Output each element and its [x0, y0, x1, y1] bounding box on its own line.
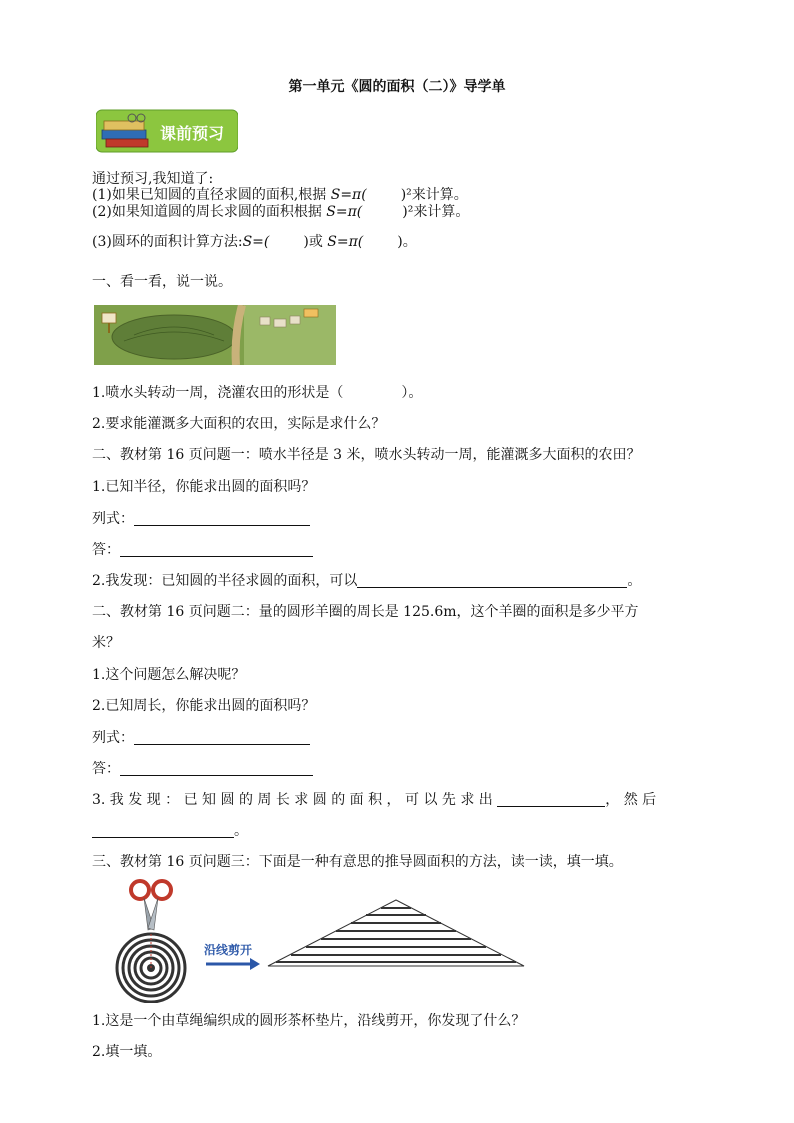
formula-blank[interactable]: [134, 511, 310, 526]
section-3-q3-text: 3. 我 发 现 ： 已 知 圆 的 周 长 求 圆 的 面 积 ， 可 以 先 求 出: [92, 792, 493, 808]
preview-item-2: [92, 203, 469, 221]
section-4-q1: 1.这是一个由草绳编织成的圆形茶杯垫片，沿线剪开，你发现了什么？: [92, 1013, 526, 1029]
then-blank[interactable]: [92, 823, 234, 838]
section-3-q2: 2.已知周长，你能求出圆的面积吗？: [92, 698, 316, 714]
preview-item-3-end: )。: [397, 234, 417, 250]
preview-badge: [96, 108, 238, 154]
preview-item-1-end: )²来计算。: [400, 187, 468, 203]
section-3-answer-row: [92, 760, 313, 778]
section-2-q2: [92, 572, 641, 590]
preview-item-2-end: )²来计算。: [402, 204, 470, 220]
section-1-q1-text: 1.喷水头转动一周，浇灌农田的形状是（: [92, 385, 344, 401]
section-3-q1: 1.这个问题怎么解决呢？: [92, 667, 246, 683]
discovery-blank[interactable]: [357, 573, 627, 588]
section-3-q3-then: ， 然 后: [605, 792, 657, 808]
coaster-cut-illustration: [110, 878, 530, 1003]
section-3-formula-row: [92, 729, 310, 747]
answer-label: 答：: [92, 542, 120, 558]
answer-blank[interactable]: [120, 542, 313, 557]
answer-label: 答：: [92, 761, 120, 777]
section-2-answer-row: [92, 541, 313, 559]
page-title: 第一单元《圆的面积（二）》导学单: [288, 79, 506, 95]
arrow-label: 沿线剪开: [204, 943, 253, 957]
farmland-illustration: [94, 305, 336, 365]
section-3-q3-line-1: [92, 791, 656, 809]
section-1-heading: 一、看一看，说一说。: [92, 274, 232, 290]
formula-circumference: S=π(: [326, 204, 363, 220]
section-3-q3-end: 。: [234, 823, 248, 839]
formula-ring-pi: S=π(: [327, 234, 364, 250]
arrow-right-icon: [206, 958, 260, 970]
formula-label: 列式：: [92, 730, 134, 746]
badge-label: 课前预习: [160, 124, 225, 143]
preview-item-1-text: (1)如果已知圆的直径求圆的面积,根据: [92, 187, 331, 203]
formula-blank[interactable]: [134, 730, 310, 745]
preview-intro: 通过预习,我知道了:: [92, 171, 214, 187]
section-2-q2-end: 。: [627, 573, 642, 589]
section-4-heading: 三、教材第 16 页问题三：下面是一种有意思的推导圆面积的方法，读一读，填一填。: [92, 854, 623, 870]
first-find-blank[interactable]: [497, 792, 605, 807]
preview-item-3-text: (3)圆环的面积计算方法:: [92, 234, 243, 250]
section-3-heading-line-2: 米？: [92, 635, 120, 651]
preview-item-2-text: (2)如果知道圆的周长求圆的面积根据: [92, 204, 327, 220]
section-1-q1-end: ）。: [401, 385, 423, 401]
formula-ring-s: S=(: [242, 234, 270, 250]
section-1-q1: [92, 384, 422, 402]
preview-item-1: [92, 186, 468, 204]
section-2-formula-row: [92, 510, 310, 528]
section-3-heading-line-1: 二、教材第 16 页问题二：量的圆形羊圈的周长是 125.6m，这个羊圈的面积是多少平方: [92, 604, 639, 620]
section-1-q2: 2.要求能灌溉多大面积的农田，实际是求什么？: [92, 416, 386, 432]
formula-label: 列式：: [92, 511, 134, 527]
answer-blank[interactable]: [120, 761, 313, 776]
preview-item-3-or: )或: [303, 234, 328, 250]
formula-diameter: S=π(: [330, 187, 367, 203]
section-4-q2: 2.填一填。: [92, 1044, 162, 1060]
scissors-icon: [131, 881, 171, 930]
section-2-q2-text: 2.我发现：已知圆的半径求圆的面积，可以: [92, 573, 358, 589]
coaster-circle: [117, 934, 185, 1002]
section-2-heading: 二、教材第 16 页问题一：喷水半径是 3 米，喷水头转动一周，能灌溉多大面积的农田？: [92, 447, 641, 463]
section-3-q3-line-2: [92, 822, 248, 840]
preview-item-3: [92, 233, 417, 251]
triangle-strips: [268, 900, 524, 966]
section-2-q1: 1.已知半径，你能求出圆的面积吗？: [92, 479, 316, 495]
